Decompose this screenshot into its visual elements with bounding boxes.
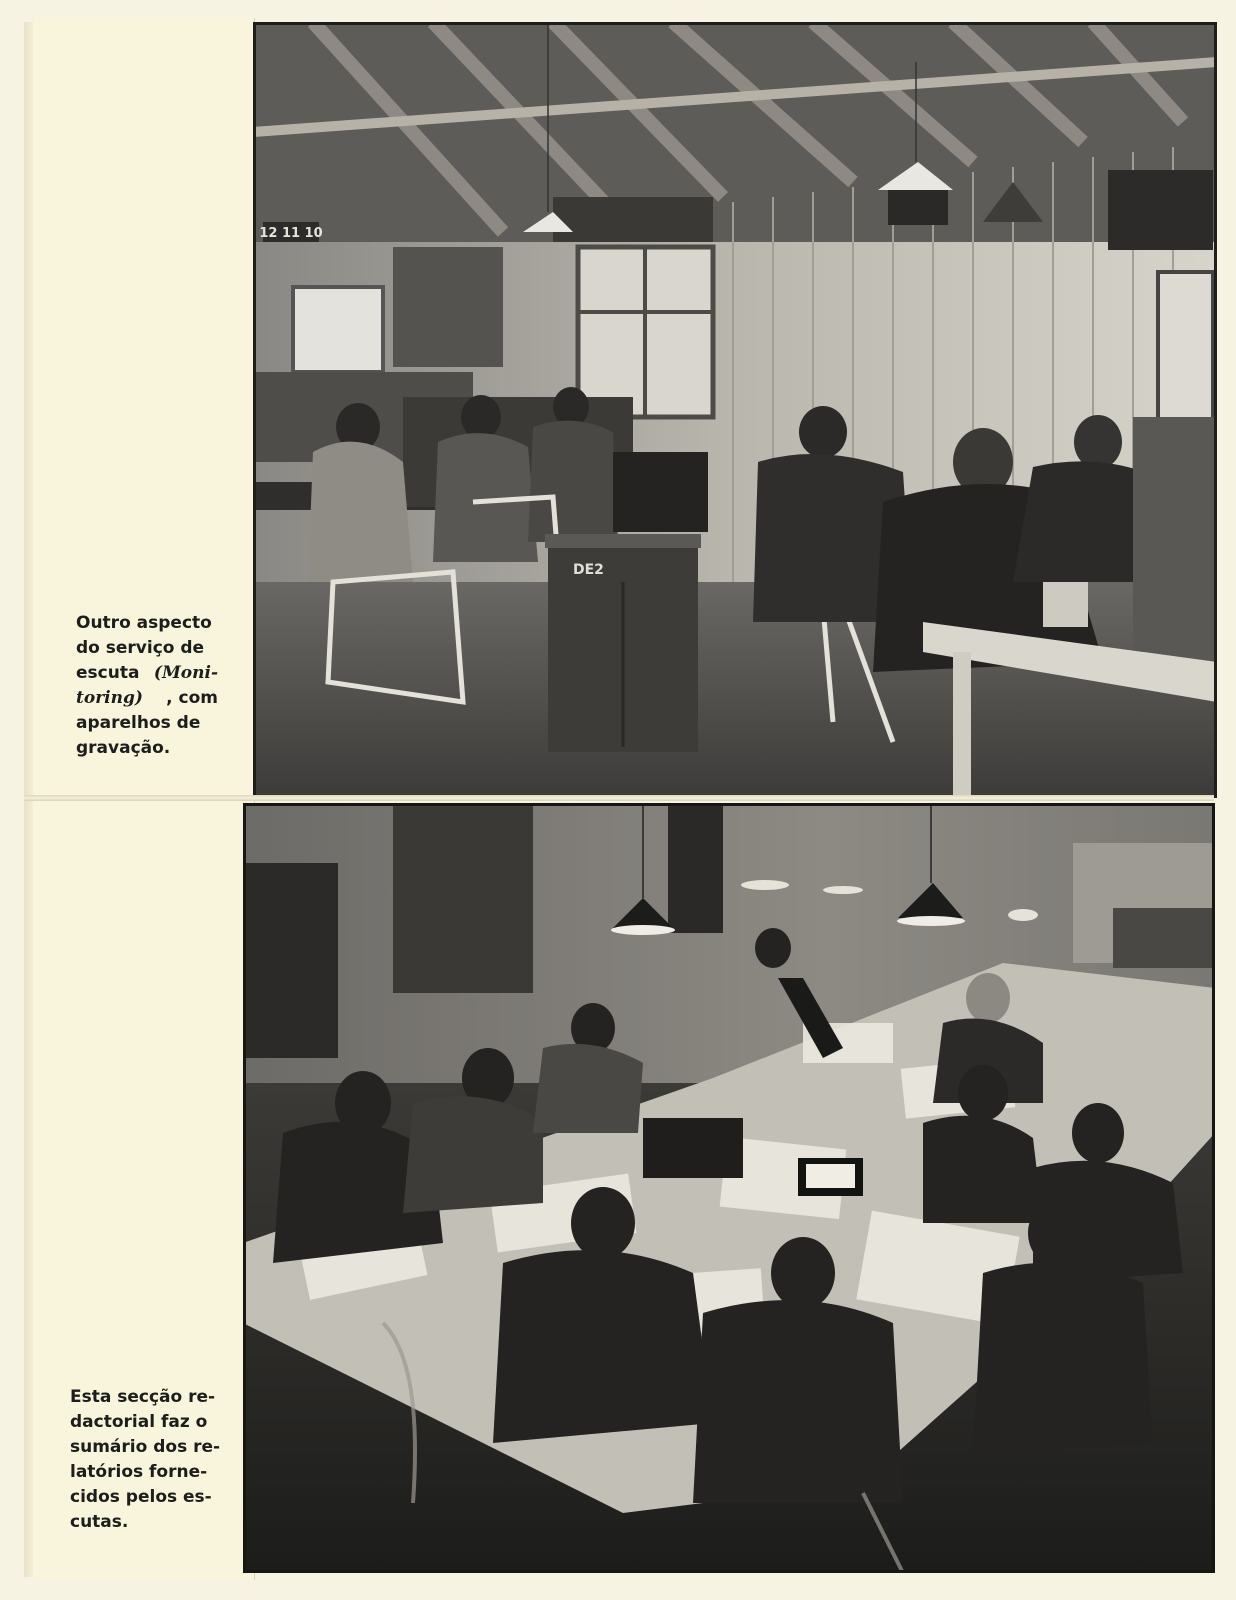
- caption-line: cidos pelos es-: [70, 1487, 212, 1507]
- caption-monitoring: [76, 611, 218, 761]
- photo-editorial-room: [243, 803, 1215, 1573]
- caption-line: toring) , com: [76, 686, 218, 711]
- caption-line: do serviço de: [76, 638, 205, 658]
- caption-line: gravação.: [76, 738, 171, 758]
- caption-emphasis: (Moni-: [153, 663, 218, 683]
- caption-line: dactorial faz o: [70, 1412, 208, 1432]
- cabinet-label: DE2: [573, 562, 604, 578]
- caption-line: aparelhos de: [76, 713, 201, 733]
- caption-line: Esta secção re-: [70, 1387, 216, 1407]
- page-fold: [24, 795, 1214, 801]
- caption-line: cutas.: [70, 1512, 129, 1532]
- caption-line: Outro aspecto: [76, 613, 212, 633]
- caption-editorial: [70, 1385, 221, 1535]
- caption-emphasis: toring): [76, 688, 143, 708]
- caption-line: latórios forne-: [70, 1462, 208, 1482]
- caption-line: sumário dos re-: [70, 1437, 221, 1457]
- photo-monitoring-room: [253, 22, 1217, 798]
- clock-sign: 12 11 10: [259, 226, 323, 241]
- caption-line: escuta (Moni-: [76, 661, 218, 686]
